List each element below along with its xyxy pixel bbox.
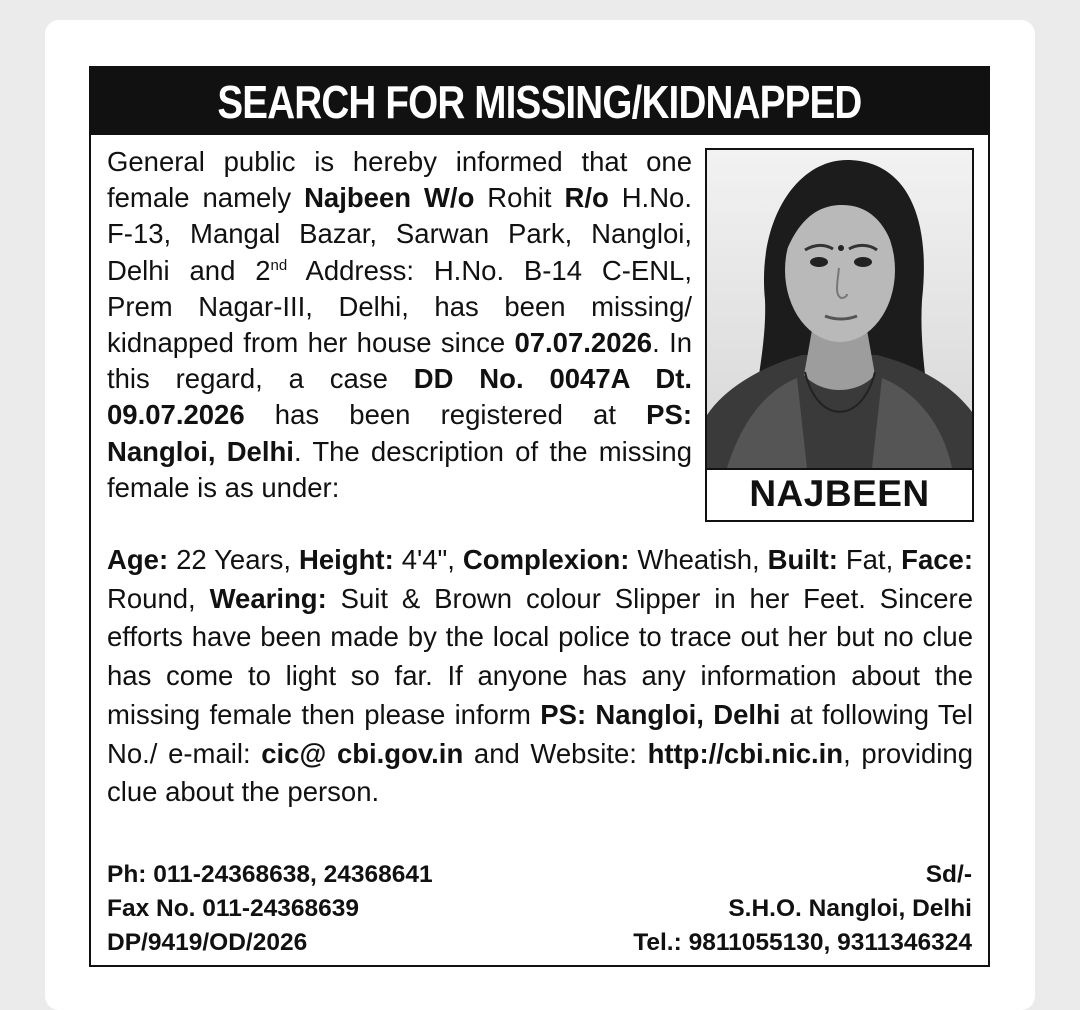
contact-email: cic@ cbi.gov.in xyxy=(261,737,464,769)
photo-frame xyxy=(705,148,974,522)
contact-website: http://cbi.nic.in xyxy=(647,737,844,769)
missing-person-name: Najbeen W/o xyxy=(304,182,475,214)
reference-number: DP/9419/OD/2026 xyxy=(107,929,308,956)
officer-title: S.H.O. Nangloi, Delhi xyxy=(728,895,972,922)
police-station: PS: Nangloi, Delhi xyxy=(107,399,692,467)
portrait-image xyxy=(707,150,972,468)
footer-signature xyxy=(633,858,972,960)
missing-person-photo xyxy=(707,150,972,470)
photo-caption: NAJBEEN xyxy=(749,473,930,514)
complexion-value: Wheatish, xyxy=(629,544,768,575)
built-value: Fat, xyxy=(837,544,902,575)
intro-paragraph: General public is hereby informed that one female namely Najbeen W/o Rohit R/o H.No. F-13, Mangal Bazar, Sarwan Park, Nangloi, Delhi and 2nd Address: H.No. B-14 C-ENL, Prem Nagar-III, Delhi, has been missing/ kidnapped from her house since 07.07.2026. In this regard, a case DD No. 0047A Dt. 09.07.2026 has been registered at PS: Nangloi, Delhi. The description of the missing female is as under: xyxy=(107,146,692,503)
officer-telephone: Tel.: 9811055130, 9311346324 xyxy=(633,929,972,956)
fax-number: Fax No. 011-24368639 xyxy=(107,895,359,922)
age-value: 22 Years, xyxy=(168,544,300,575)
case-reference: DD No. 0047A Dt. 09.07.2026 xyxy=(107,363,692,431)
notice-title: SEARCH FOR MISSING/KIDNAPPED xyxy=(217,75,862,128)
wearing-value: Suit & Brown colour Slipper in her Feet. Sincere efforts have been made by the local police to trace out her but no clue has come to light so far. If anyone has any information about the missing female then please inform xyxy=(107,582,973,730)
signature-mark: Sd/- xyxy=(925,861,972,888)
notice-title-bar xyxy=(91,68,988,135)
description-paragraph: Age: 22 Years, Height: 4'4", Complexion: Wheatish, Built: Fat, Face: Round, Wearing: Suit & Brown colour Slipper in her Feet. Sincere efforts have been made by the local police to trace out her but no clue has come to light so far. If anyone has any information about the missing female then please inform PS: Nangloi, Delhi at following Tel No./ e-mail: cic@ cbi.gov.in and Website: http://cbi.nic.in, providing clue about the person. xyxy=(107,544,974,808)
face-value: Round, xyxy=(107,582,210,614)
phone-numbers: Ph: 011-24368638, 24368641 xyxy=(107,861,433,888)
notice-box xyxy=(89,66,990,967)
footer-contacts xyxy=(107,858,433,960)
height-value: 4'4", xyxy=(393,544,463,575)
missing-since-date: 07.07.2026 xyxy=(514,327,653,359)
